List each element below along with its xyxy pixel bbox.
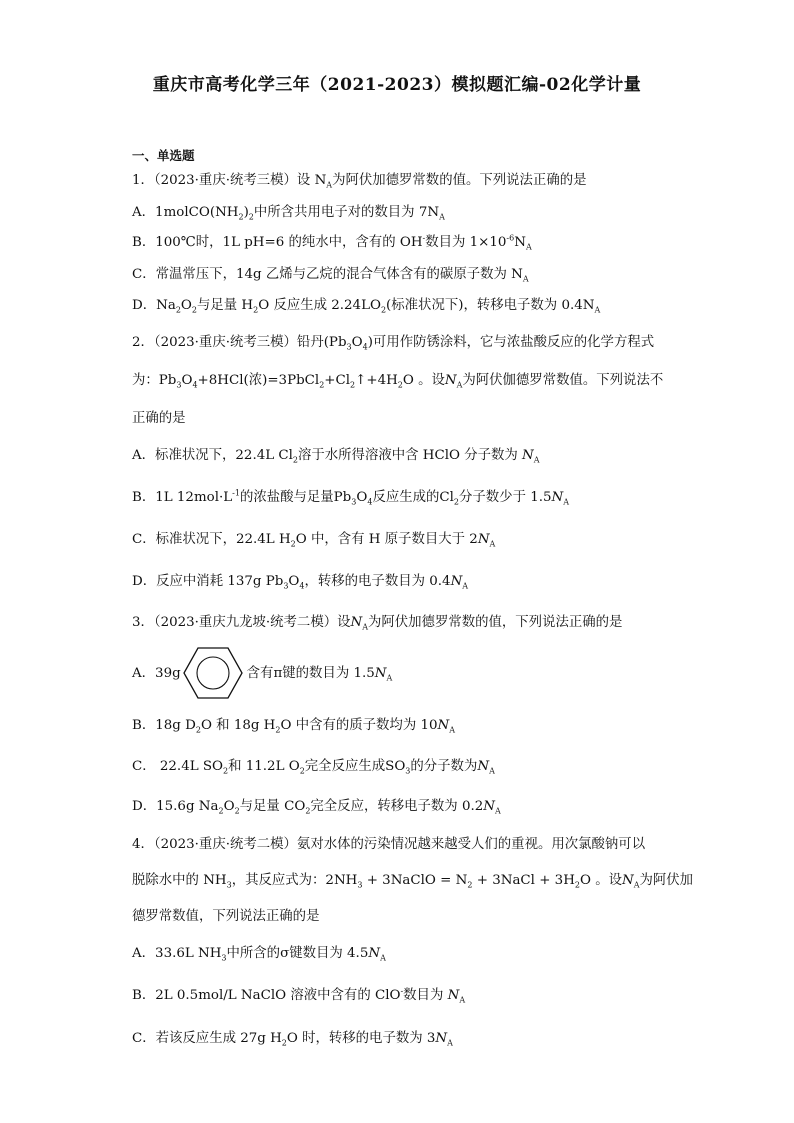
q2-option-c: C．标准状况下，22.4L $H_2O$ 中，含有 H 原子数目大于 $2N_A$: [132, 532, 496, 549]
q4-stem-line3: 德罗常数值，下列说法正确的是: [132, 909, 320, 924]
q2-option-b: B．1L $12mol\cdot L^{-1}$的浓盐酸与足量$Pb_3O_4$反应生成的$Cl_2$分子数少于 $1.5N_A$: [132, 488, 570, 507]
q4-option-b: B．2L 0.5mol/L NaClO 溶液中含有的 ClO-数目为 $N_A$: [132, 986, 466, 1005]
q2-stem-line1: 2．（2023·重庆·统考三模）铅丹$(Pb_3O_4)$可用作防锈涂料，它与浓盐酸反应的化学方程式: [132, 335, 655, 352]
page-title: 重庆市高考化学三年（2021-2023）模拟题汇编-02化学计量: [152, 75, 642, 95]
q4-stem-line2: 脱除水中的 $NH_3$，其反应式为：$2NH_3$ + 3NaClO = $N_2$ + 3NaCl + $3H_2O$ 。设$N_A$为阿伏加: [132, 873, 694, 890]
q3-option-a: A．39g 含有π键的数目为 $1.5N_A$: [132, 666, 393, 683]
q1-stem: 1．（2023·重庆·统考三模）设 $N_A$为阿伏加德罗常数的值。下列说法正确的是: [132, 173, 587, 190]
q2-stem-line3: 正确的是: [132, 411, 186, 426]
q3-option-c: C． 22.4L $SO_2$和 11.2L $O_2$完全反应生成$SO_3$的分子数为$N_A$: [132, 759, 495, 776]
q1-option-c: C．常温常压下，14g 乙烯与乙烷的混合气体含有的碳原子数为 $N_A$: [132, 267, 529, 284]
q2-option-d: D．反应中消耗 137g $Pb_3O_4$，转移的电子数目为 $0.4N_A$: [132, 574, 469, 591]
q1-option-d: D．$Na_2O_2$与足量 $H_2O$ 反应生成 $2.24LO_2$(标准状况下)，转移电子数为 $0.4N_A$: [132, 298, 601, 315]
section-heading: 一、单选题: [132, 148, 195, 163]
q2-stem-line2: 为：$Pb_3O_4+8HCl$(浓)$=3PbCl_2+Cl_2↑+4H_2O$ 。设$N_A$为阿伏伽德罗常数值。下列说法不: [132, 373, 664, 390]
q1-option-b: B．100℃时，1L pH=6 的纯水中，含有的 OH-数目为 $1\times 10^{-6}N_A$: [132, 233, 532, 252]
q3-option-d: D．15.6g $Na_2O_2$与足量 $CO_2$完全反应，转移电子数为 $0.2N_A$: [132, 799, 501, 816]
q4-option-a: A．33.6L $NH_3$中所含的σ键数目为 $4.5N_A$: [132, 946, 386, 963]
q4-option-c: C．若该反应生成 27g $H_2O$ 时，转移的电子数为 $3N_A$: [132, 1031, 453, 1048]
q3-option-b: B．18g $D_2O$ 和 18g $H_2O$ 中含有的质子数均为 $10N_A$: [132, 718, 456, 735]
q4-stem-line1: 4．（2023·重庆·统考二模）氨对水体的污染情况越来越受人们的重视。用次氯酸钠可以: [132, 837, 646, 852]
q1-option-a: A．$1molCO(NH_2)_2$中所含共用电子对的数目为 $7N_A$: [132, 205, 445, 222]
benzene-structure-icon: [183, 647, 243, 699]
q3-stem: 3．（2023·重庆九龙坡·统考二模）设$N_A$为阿伏加德罗常数的值，下列说法正确的是: [132, 615, 623, 632]
q2-option-a: A．标准状况下，22.4L $Cl_2$溶于水所得溶液中含 HClO 分子数为 $N_A$: [132, 448, 540, 465]
